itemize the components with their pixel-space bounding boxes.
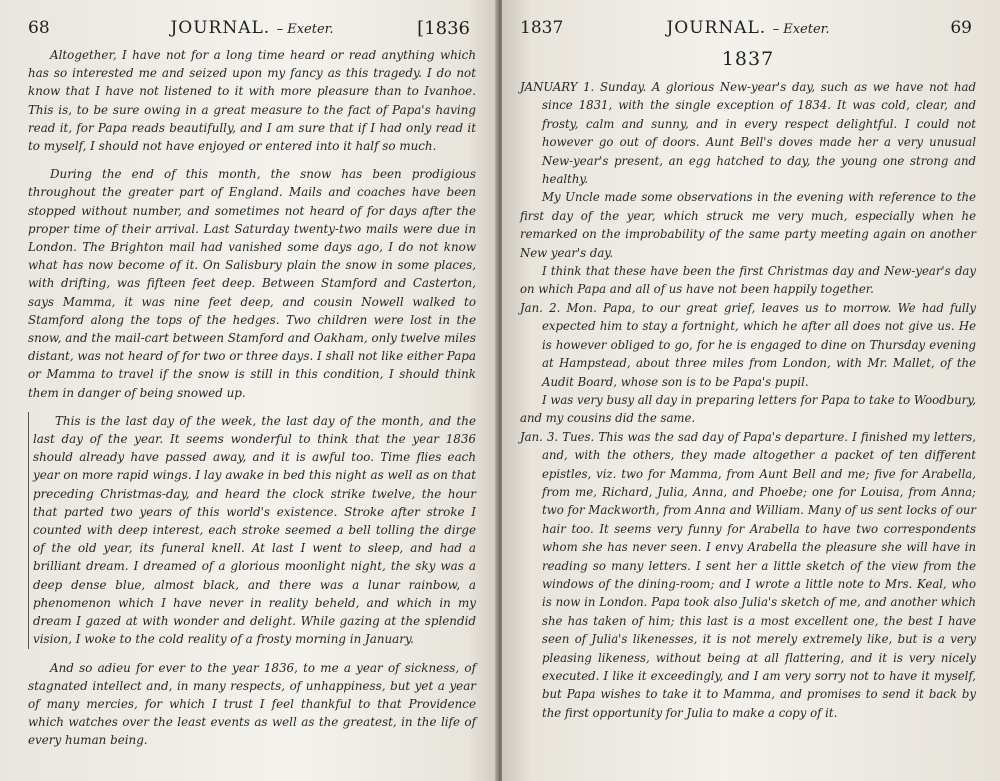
- journal-paragraph: My Uncle made some observations in the evening with reference to the first day of the year, which struck me very much, especially when he remarked on the improbability of the same party meeting again on another New year's day.: [520, 190, 976, 260]
- page-number: 68: [28, 18, 50, 38]
- journal-paragraph: During the end of this month, the snow has been prodigious throughout the greater part of England. Mails and coaches have been stopped without number, and sometimes not heard of for days after the proper time of their arrival. Last Saturday twenty-two mails were due in London. The Brighton mail had vanished some days ago, I do not know what has now become of it. On Salisbury plain the snow in some places, with drifting, was fifteen feet deep. Between Stamford and Casterton, says Mamma, it was nine feet deep, and cousin Nowell walked to Stamford along the tops of the hedges. Two children were lost in the snow, and the mail-cart between Stamford and Oakham, only twelve miles distant, was not heard of for two or three days. I shall not like either Papa or Mamma to travel if the snow is still in this condition, I should think them in danger of being snowed up.: [28, 167, 476, 400]
- journal-paragraph: I think that these have been the first Christmas day and New-year's day on which Papa and all of us have not been happily together.: [520, 264, 976, 297]
- running-title: [520, 18, 976, 38]
- journal-paragraph: I was very busy all day in preparing letters for Papa to take to Woodbury, and my cousins did the same.: [520, 392, 976, 426]
- running-place: – Exeter.: [276, 22, 334, 37]
- journal-entry: Jan. 2. Mon. Papa, to our great grief, leaves us to morrow. We had fully expected him to stay a fortnight, which he after all does not give us. He is however obliged to go, for he is engaged to dine on Thursday evening at Hampstead, about three miles from London, with Mr. Mallet, of the Audit Board, whose son is to be Papa's pupil.: [520, 300, 976, 389]
- left-page: [0, 0, 498, 781]
- running-head-right: [520, 18, 976, 46]
- page-number: 69: [950, 18, 972, 38]
- running-place: – Exeter.: [772, 22, 830, 37]
- running-year: [1836: [417, 18, 470, 39]
- running-head-left: [28, 18, 476, 46]
- journal-paragraph: This is the last day of the week, the last day of the month, and the last day of the year. It seems wonderful to think that the year 1836 should already have passed away, and it is awful too. Time flies each year on more rapid wings. I lay awake in bed this night as well as on that preceding Christmas-day, and heard the clock strike twelve, the hour that parted two years of this world's existence. Stroke after stroke I counted with deep interest, each stroke seemed a bell tolling the dirge of the old year, its funeral knell. At last I went to sleep, and had a brilliant dream. I dreamed of a glorious moonlight night, the sky was a deep dense blue, almost black, and there was a lunar rainbow, a phenomenon which I have never in reality beheld, and which in my dream I gazed at with wonder and delight. While gazing at the splendid vision, I woke to the cold reality of a frosty morning in January.: [28, 412, 476, 649]
- right-page: [502, 0, 1000, 781]
- running-title-text: JOURNAL.: [170, 18, 271, 38]
- running-title-text: JOURNAL.: [666, 18, 767, 38]
- journal-entry: JANUARY 1. Sunday. A glorious New-year's day, such as we have not had since 1831, with the single exception of 1834. It was cold, clear, and frosty, calm and sunny, and in every respect delightful. I could not however go out of doors. Aunt Bell's doves made her a very unusual New-year's present, an egg hatched to day, the young one strong and healthy.: [520, 80, 976, 187]
- running-year: 1837: [520, 18, 564, 38]
- journal-paragraph: Altogether, I have not for a long time heard or read anything which has so interested me and seized upon my fancy as this tragedy. I do not know that I have not listened to it with more pleasure than to Ivanhoe. This is, to be sure owing in a great measure to the fact of Papa's having read it, for Papa reads beautifully, and I am sure that if I had only read it to myself, I should not have enjoyed or entered into it half so much.: [28, 48, 476, 154]
- journal-paragraph: And so adieu for ever to the year 1836, to me a year of sickness, of stagnated intellect and, in many respects, of unhappiness, but yet a year of many mercies, for which I trust I feel thankful to that Providence which watches over the least events as well as the greatest, in the life of every human being.: [28, 660, 476, 748]
- running-title: [28, 18, 476, 38]
- year-heading: 1837: [721, 48, 775, 70]
- journal-entry: Jan. 3. Tues. This was the sad day of Papa's departure. I finished my letters, and, with the others, they made altogether a packet of ten different epistles, viz. two for Mamma, from Aunt Bell and me; five for Arabella, from me, Richard, Julia, Anna, and Phoebe; one for Louisa, from Anna; two for Mackworth, from Anna and William. Many of us sent locks of our hair too. It seems very funny for Arabella to have two correspondents whom she has never seen. I envy Arabella the pleasure she will have in reading so many letters. I sent her a little sketch of the view from the windows of the dining-room; and I wrote a little note to Mrs. Keal, who is now in London. Papa took also Julia's sketch of me, and another which she has taken of him; this last is a most excellent one, the best I have seen of Julia's likenesses, it is not merely extremely like, but is a very pleasing likeness, without being at all flattering, and it is very nicely executed. I like it exceedingly, and I am very sorry not to have it myself, but Papa wishes to take it to Mamma, and promises to send it back by the first opportunity for Julia to make a copy of it.: [520, 429, 976, 720]
